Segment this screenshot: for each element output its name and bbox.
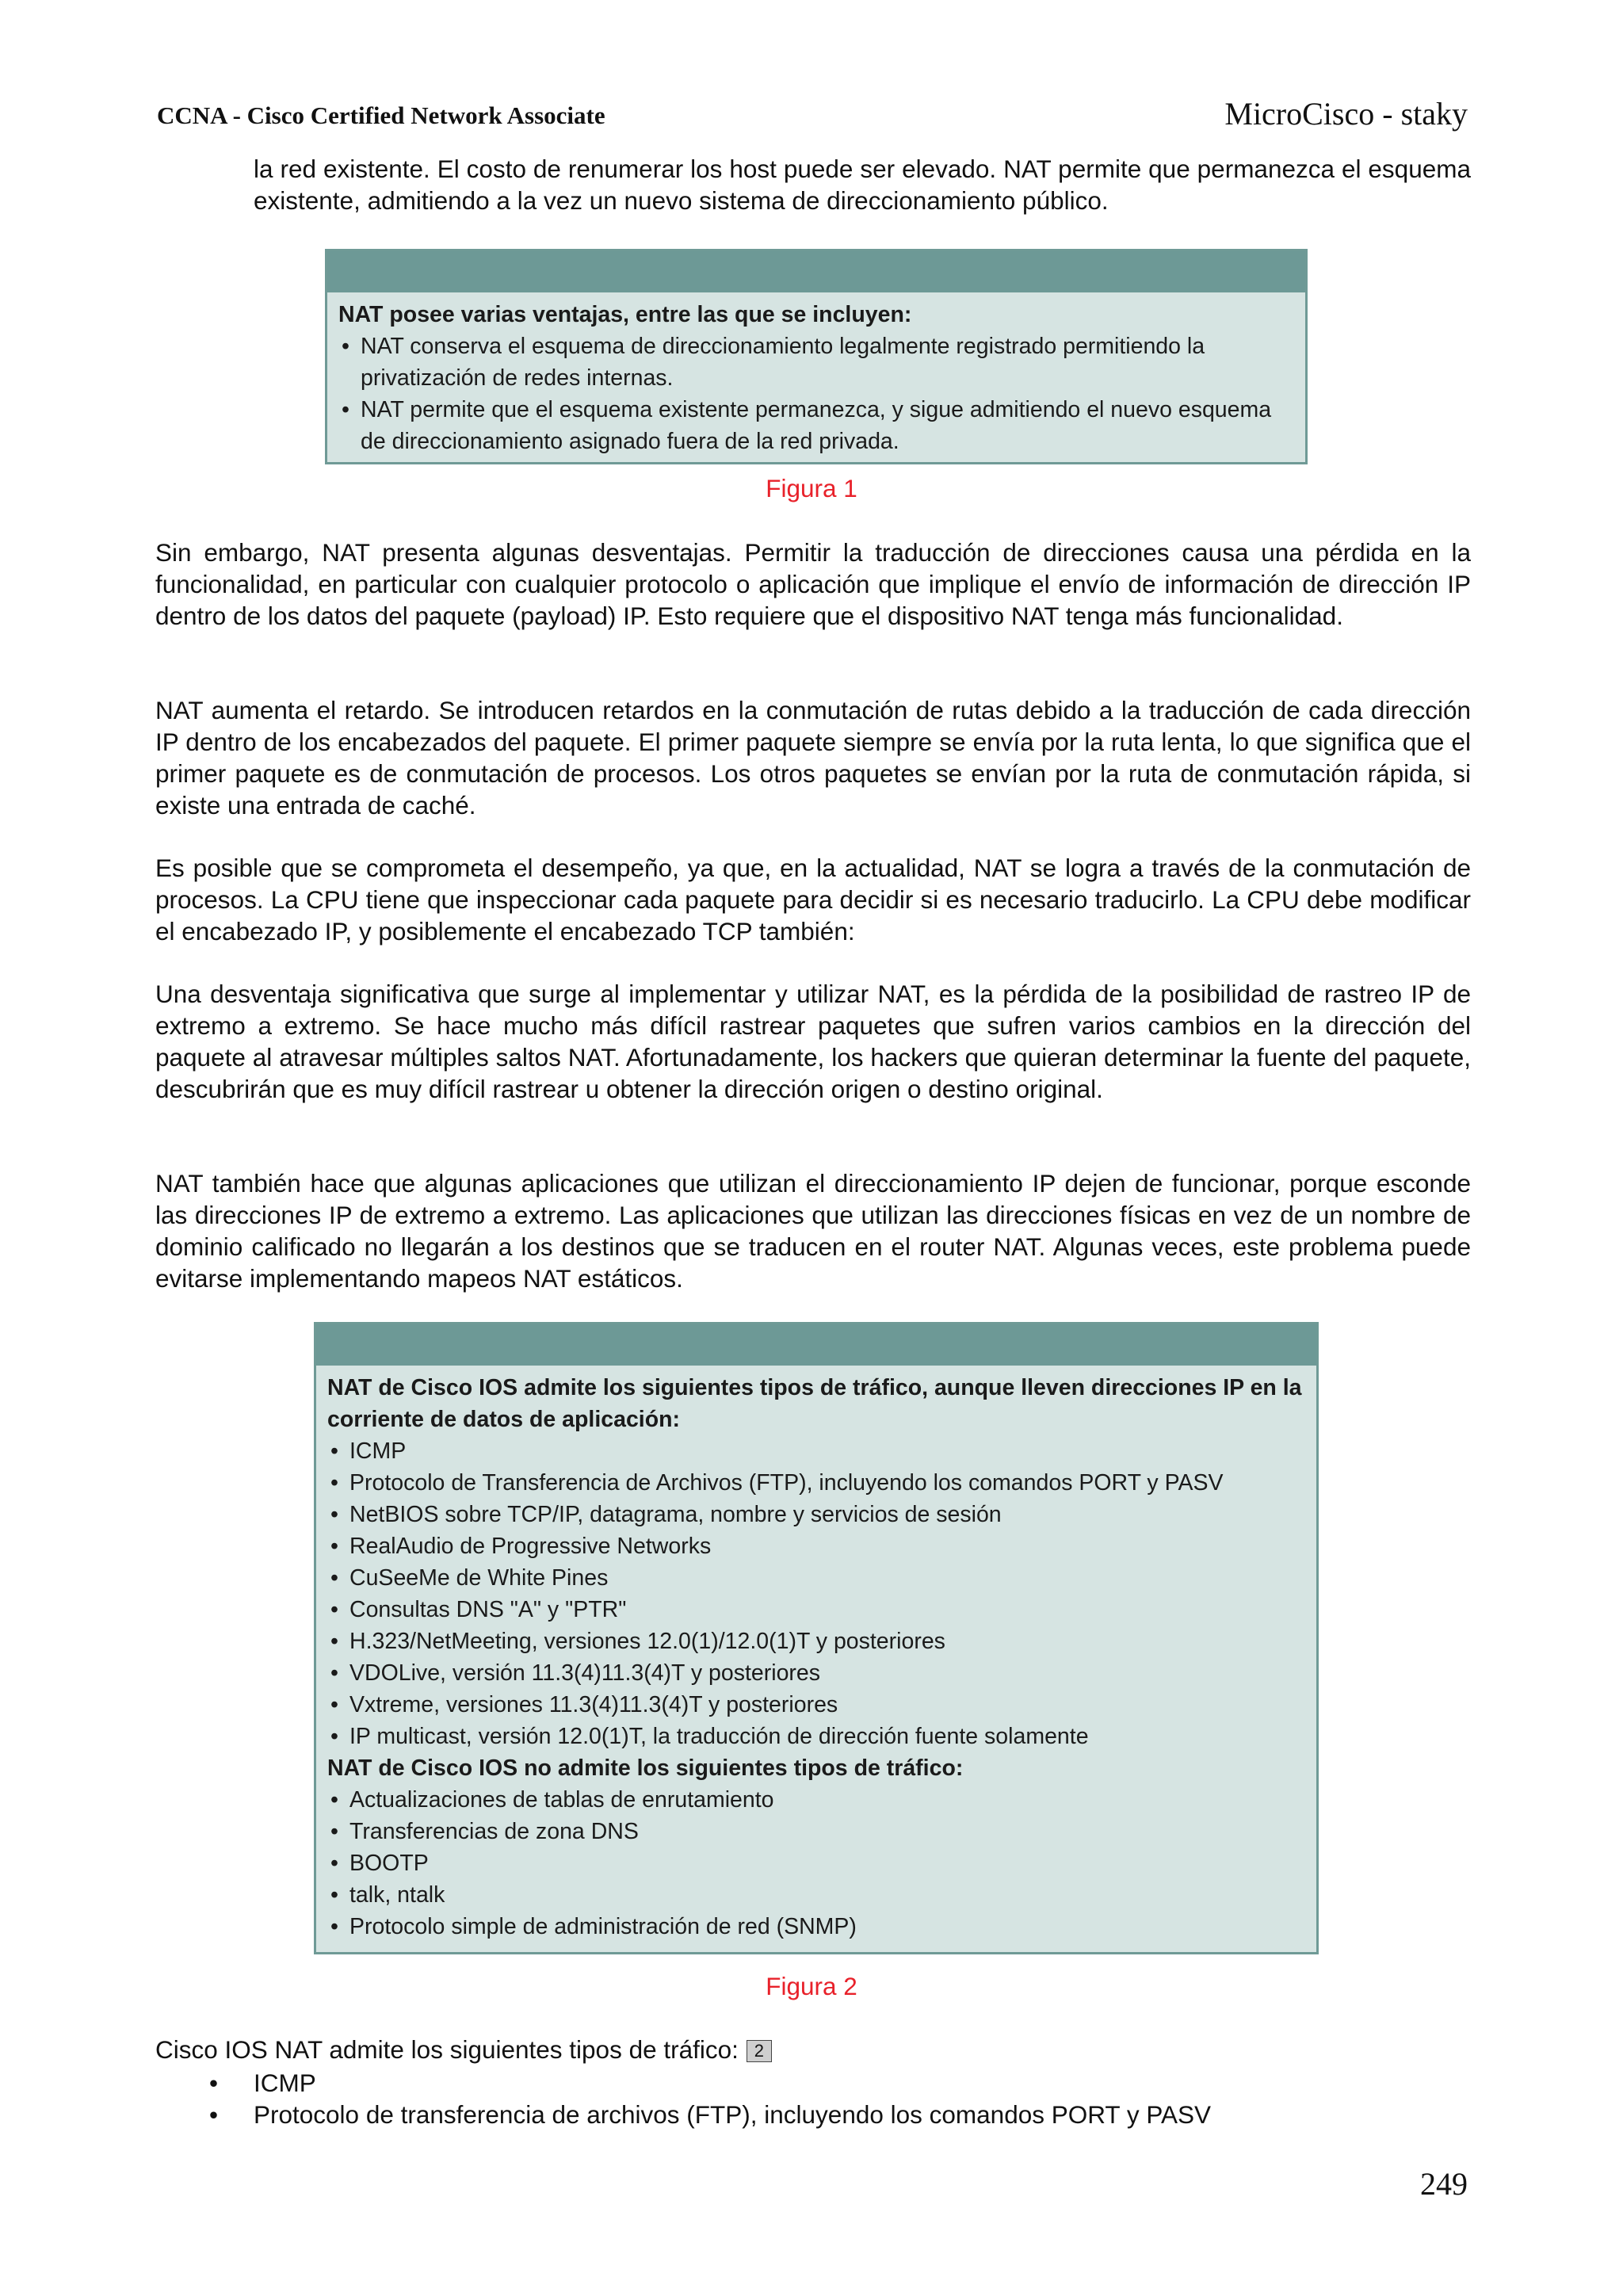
figure-2-supported-list bbox=[327, 1435, 1305, 1752]
figure-1-heading: NAT posee varias ventajas, entre las que se incluyen: bbox=[338, 302, 912, 327]
list-item: • Consultas DNS "A" y "PTR" bbox=[327, 1594, 1305, 1626]
figure-2-heading-unsupported: NAT de Cisco IOS no admite los siguientes tipos de tráfico: bbox=[327, 1755, 964, 1781]
list-item: • Vxtreme, versiones 11.3(4)11.3(4)T y posteriores bbox=[327, 1689, 1305, 1721]
figure-2-heading-supported: NAT de Cisco IOS admite los siguientes tipos de tráfico, aunque lleven direcciones IP en la corriente de datos de aplicación: bbox=[327, 1375, 1302, 1432]
list-item: • Transferencias de zona DNS bbox=[327, 1816, 1305, 1847]
paragraph: NAT aumenta el retardo. Se introducen retardos en la conmutación de rutas debido a la traducción de cada dirección IP dentro de los encabezados del paquete. El primer paquete siempre se envía por la ruta lenta, lo que significa que el primer paquete es de conmutación de procesos. Los otros paquetes se envían por la ruta de conmutación rápida, si existe una entrada de caché. bbox=[155, 696, 1471, 819]
list-item: • talk, ntalk bbox=[327, 1879, 1305, 1911]
page-number: 249 bbox=[1420, 2166, 1468, 2202]
list-item: • Protocolo de transferencia de archivos (FTP), incluyendo los comandos PORT y PASV bbox=[209, 2099, 1477, 2130]
figure-2-header-bar bbox=[316, 1324, 1316, 1366]
list-item: • NAT conserva el esquema de direccionamiento legalmente registrado permitiendo la privatización de redes internas. bbox=[338, 330, 1294, 394]
figure-ref-button[interactable]: 2 bbox=[747, 2040, 772, 2062]
list-item: • ICMP bbox=[209, 2067, 1477, 2099]
intro-paragraph: la red existente. El costo de renumerar los host puede ser elevado. NAT permite que permanezca el esquema existente, admitiendo a la vez un nuevo sistema de direccionamiento público. bbox=[254, 155, 1471, 215]
header-site: MicroCisco - staky bbox=[1224, 96, 1468, 132]
list-item: • IP multicast, versión 12.0(1)T, la traducción de dirección fuente solamente bbox=[327, 1721, 1305, 1752]
list-item: • CuSeeMe de White Pines bbox=[327, 1562, 1305, 1594]
figure-2 bbox=[314, 1322, 1319, 1954]
closing-bullet-list bbox=[209, 2067, 1477, 2130]
list-item: • Protocolo de Transferencia de Archivos (FTP), incluyendo los comandos PORT y PASV bbox=[327, 1467, 1305, 1499]
figure-1-header-bar bbox=[327, 251, 1305, 292]
figure-2-caption: Figura 2 bbox=[766, 1972, 857, 2000]
closing-lead-text: Cisco IOS NAT admite los siguientes tipos de tráfico: bbox=[155, 2035, 739, 2064]
list-item: • NAT permite que el esquema existente permanezca, y sigue admitiendo el nuevo esquema de direccionamiento asignado fuera de la red privada. bbox=[338, 394, 1294, 457]
list-item: • BOOTP bbox=[327, 1847, 1305, 1879]
list-item: • Protocolo simple de administración de red (SNMP) bbox=[327, 1911, 1305, 1943]
list-item: • VDOLive, versión 11.3(4)11.3(4)T y posteriores bbox=[327, 1657, 1305, 1689]
list-item: • RealAudio de Progressive Networks bbox=[327, 1530, 1305, 1562]
paragraph: Es posible que se comprometa el desempeño, ya que, en la actualidad, NAT se logra a través de la conmutación de procesos. La CPU tiene que inspeccionar cada paquete para decidir si es necesario traducirlo. La CPU debe modificar el encabezado IP, y posiblemente el encabezado TCP también: bbox=[155, 854, 1471, 946]
paragraph: Sin embargo, NAT presenta algunas desventajas. Permitir la traducción de direcciones causa una pérdida en la funcionalidad, en particular con cualquier protocolo o aplicación que implique el envío de información de dirección IP dentro de los datos del paquete (payload) IP. Esto requiere que el dispositivo NAT tenga más funcionalidad. bbox=[155, 538, 1471, 630]
list-item: • Actualizaciones de tablas de enrutamiento bbox=[327, 1784, 1305, 1816]
figure-1 bbox=[325, 249, 1308, 464]
header-title: CCNA - Cisco Certified Network Associate bbox=[157, 101, 605, 129]
list-item: • ICMP bbox=[327, 1435, 1305, 1467]
figure-1-caption: Figura 1 bbox=[766, 474, 857, 502]
figure-1-list bbox=[338, 330, 1294, 457]
paragraph: Una desventaja significativa que surge al implementar y utilizar NAT, es la pérdida de la posibilidad de rastreo IP de extremo a extremo. Se hace mucho más difícil rastrear paquetes que sufren varios cambios en la dirección del paquete al atravesar múltiples saltos NAT. Afortunadamente, los hackers que quieran determinar la fuente del paquete, descubrirán que es muy difícil rastrear u obtener la dirección origen o destino original. bbox=[155, 980, 1471, 1103]
closing-lead bbox=[155, 2034, 1471, 2065]
list-item: • H.323/NetMeeting, versiones 12.0(1)/12.0(1)T y posteriores bbox=[327, 1626, 1305, 1657]
figure-2-unsupported-list bbox=[327, 1784, 1305, 1943]
paragraph: NAT también hace que algunas aplicaciones que utilizan el direccionamiento IP dejen de funcionar, porque esconde las direcciones IP de extremo a extremo. Las aplicaciones que utilizan las direcciones físicas en vez de un nombre de dominio calificado no llegarán a los destinos que se traducen en el router NAT. Algunas veces, este problema puede evitarse implementando mapeos NAT estáticos. bbox=[155, 1169, 1471, 1293]
list-item: • NetBIOS sobre TCP/IP, datagrama, nombre y servicios de sesión bbox=[327, 1499, 1305, 1530]
